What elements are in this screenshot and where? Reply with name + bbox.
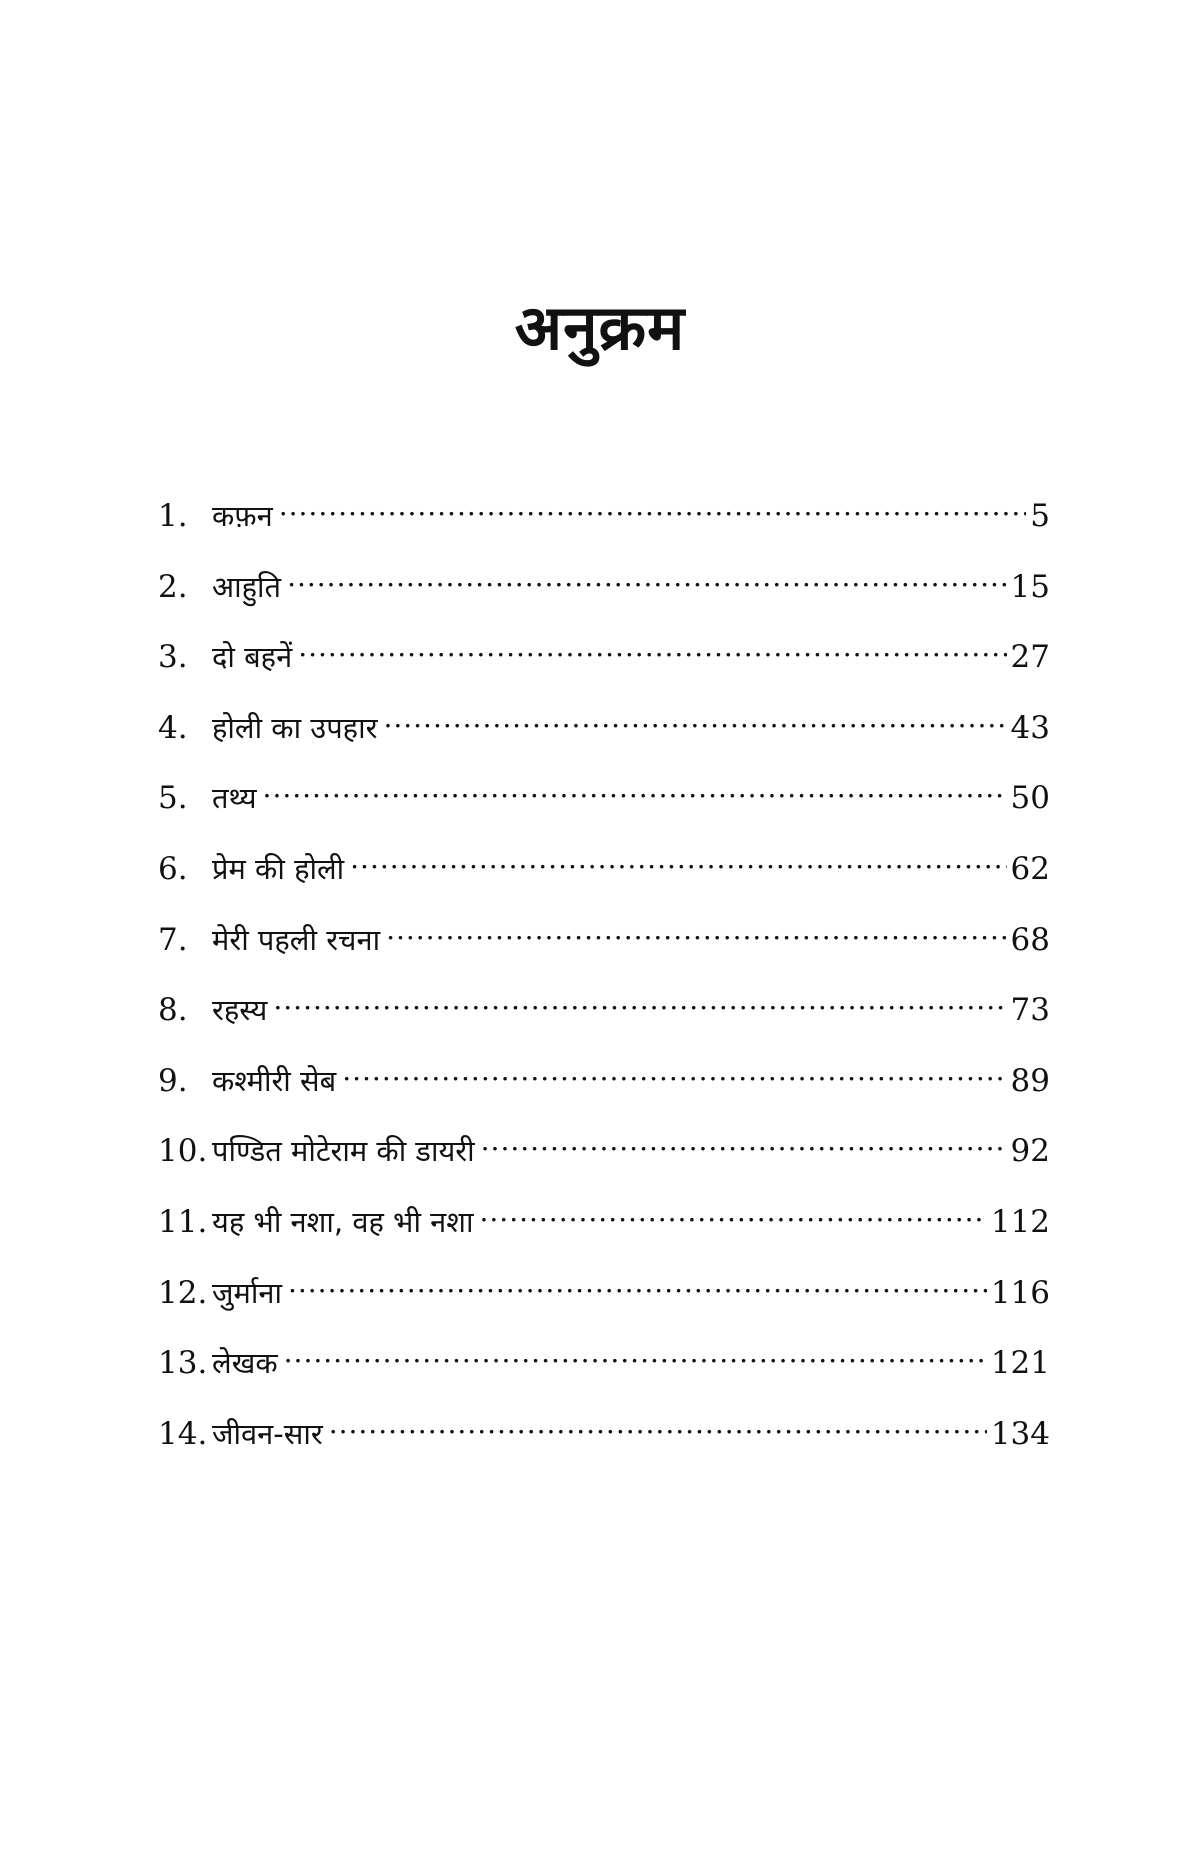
toc-entry-12 xyxy=(158,1263,1050,1334)
dot-leader xyxy=(481,1121,1007,1161)
toc-entry-5 xyxy=(158,768,1050,839)
entry-title: मेरी पहली रचना xyxy=(212,922,381,957)
toc-entry-3 xyxy=(158,627,1050,698)
entry-title: जुर्माना xyxy=(212,1275,282,1310)
entry-page-number: 68 xyxy=(1010,921,1050,958)
entry-number: 1. xyxy=(158,498,188,534)
entry-title: प्रेम की होली xyxy=(212,851,345,886)
toc-entry-7 xyxy=(158,910,1050,981)
entry-title: यह भी नशा, वह भी नशा xyxy=(212,1204,474,1239)
entry-title: लेखक xyxy=(212,1346,278,1381)
dot-leader xyxy=(284,1333,987,1373)
entry-page-number: 121 xyxy=(990,1345,1050,1382)
dot-leader xyxy=(350,839,1006,879)
entry-page-number: 116 xyxy=(990,1274,1050,1311)
entry-number: 9. xyxy=(158,1062,188,1099)
entry-page-number: 43 xyxy=(1010,709,1050,746)
entry-number: 6. xyxy=(158,850,188,887)
entry-page-number: 62 xyxy=(1010,850,1050,887)
dot-leader xyxy=(383,698,1006,738)
dot-leader xyxy=(386,910,1006,950)
entry-page-number: 112 xyxy=(990,1203,1050,1240)
entry-page-number: 89 xyxy=(1010,1062,1050,1099)
entry-number: 4. xyxy=(158,709,188,746)
entry-number: 5. xyxy=(158,780,188,817)
toc-entry-6 xyxy=(158,839,1050,910)
entry-title: जीवन-सार xyxy=(212,1416,323,1451)
entry-page-number: 73 xyxy=(1010,992,1050,1029)
entry-page-number: 15 xyxy=(1010,568,1050,605)
entry-number: 3. xyxy=(158,639,188,676)
toc-entry-4 xyxy=(158,698,1050,769)
dot-leader xyxy=(279,486,1027,526)
dot-leader xyxy=(287,557,1006,597)
entry-number: 8. xyxy=(158,992,188,1029)
entry-title: दो बहनें xyxy=(212,640,293,675)
entry-number: 10. xyxy=(158,1133,208,1170)
entry-title: कफ़न xyxy=(212,499,273,533)
entry-page-number: 134 xyxy=(990,1415,1050,1452)
entry-title: रहस्य xyxy=(212,993,268,1028)
toc-entry-14 xyxy=(158,1404,1050,1475)
dot-leader xyxy=(263,768,1007,808)
entry-title: पण्डित मोटेराम की डायरी xyxy=(212,1134,475,1169)
entry-page-number: 92 xyxy=(1010,1133,1050,1170)
toc-entry-9 xyxy=(158,1051,1050,1122)
toc-entry-2 xyxy=(158,557,1050,628)
toc-entry-10 xyxy=(158,1121,1050,1192)
dot-leader xyxy=(273,980,1006,1020)
entry-title: कश्मीरी सेब xyxy=(212,1063,337,1098)
entry-page-number: 50 xyxy=(1010,780,1050,817)
toc-entry-11 xyxy=(158,1192,1050,1263)
entry-title: तथ्य xyxy=(212,781,257,816)
toc-entry-8 xyxy=(158,980,1050,1051)
entry-number: 2. xyxy=(158,568,188,605)
dot-leader xyxy=(288,1263,987,1303)
dot-leader xyxy=(342,1051,1006,1091)
table-of-contents xyxy=(158,486,1050,1474)
entry-number: 12. xyxy=(158,1274,208,1311)
toc-entry-1 xyxy=(158,486,1050,557)
entry-page-number: 5 xyxy=(1030,498,1050,534)
entry-number: 13. xyxy=(158,1345,208,1382)
entry-page-number: 27 xyxy=(1010,639,1050,676)
toc-entry-13 xyxy=(158,1333,1050,1404)
dot-leader xyxy=(329,1404,987,1444)
entry-number: 11. xyxy=(158,1203,208,1240)
page-title: अनुक्रम xyxy=(514,291,686,364)
entry-title: होली का उपहार xyxy=(212,710,378,745)
entry-number: 7. xyxy=(158,921,188,958)
dot-leader xyxy=(298,627,1006,667)
entry-number: 14. xyxy=(158,1415,208,1452)
dot-leader xyxy=(480,1192,987,1232)
entry-title: आहुति xyxy=(212,569,282,604)
